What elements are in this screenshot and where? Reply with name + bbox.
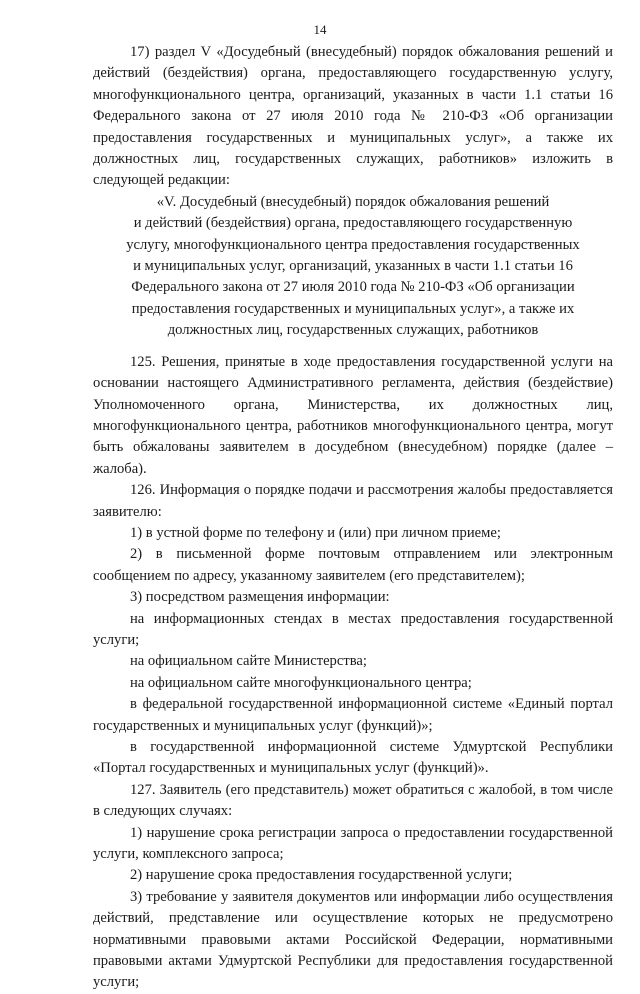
list-item: на информационных стендах в местах предоставления государственной услуги; [93,610,613,648]
section-heading [93,192,613,352]
list-item: в федеральной государственной информационной системе «Единый портал государственных и муниципальных услуг (функций)»; [93,696,613,734]
heading-line: и муниципальных услуг, организаций, указанных в части 1.1 статьи 16 [133,258,573,275]
paragraph-126: 126. Информация о порядке подачи и рассмотрения жалобы предоставляется заявителю: [93,482,613,520]
list-item: на официальном сайте Министерства; [130,653,367,670]
heading-line: предоставления государственных и муниципальных услуг», а также их [131,300,575,317]
list-item: 3) посредством размещения информации: [130,589,390,606]
list-item: 3) требование у заявителя документов или информации либо осуществления действий, представление или осуществление которых не предусмотрено нормативными правовыми актами Российской Федерации, нормативными правовыми актами Удмуртской Республики для предоставления государственной услуги; [93,888,613,991]
intro-paragraph: 17) раздел V «Досудебный (внесудебный) порядок обжалования решений и действий (бездействия) органа, предоставляющего государственную услугу, многофункционального центра, организаций, указанных в части 1.1 статьи 16 Федерального закона от 27 июля 2010 года № 210-ФЗ «Об организации предоставления государственных и муниципальных услуг», а также их должностных лиц, государственных служащих, работников» изложить в следующей редакции: [93,44,613,189]
heading-line: и действий (бездействия) органа, предоставляющего государственную [133,215,573,232]
list-item: в государственной информационной системе Удмуртской Республики «Портал государственных и муниципальных услуг (функций)». [93,739,613,777]
heading-line: должностных лиц, государственных служащих, работников [167,322,539,339]
heading-line: Федерального закона от 27 июля 2010 года № 210-ФЗ «Об организации [131,279,575,296]
list-item: 2) в письменной форме почтовым отправлением или электронным сообщением по адресу, указанному заявителем (его представителем); [93,546,613,584]
document-body [93,42,613,994]
paragraph-125: 125. Решения, принятые в ходе предоставления государственной услуги на основании настоящего Административного регламента, действия (бездействие) Уполномоченного органа, Министерства, их должностных лиц, многофункционального центра, работников многофункционального центра, могут быть обжалованы заявителем в досудебном (внесудебном) порядке (далее – жалоба). [93,353,613,477]
heading-line: «V. Досудебный (внесудебный) порядок обжалования решений [156,193,550,210]
page-number: 14 [313,22,327,37]
paragraph-127: 127. Заявитель (его представитель) может обратиться с жалобой, в том числе в следующих случаях: [93,781,613,820]
list-item: на официальном сайте многофункционального центра; [130,674,472,691]
list-item: 2) нарушение срока предоставления государственной услуги; [130,867,513,884]
list-item: 1) в устной форме по телефону и (или) при личном приеме; [130,524,501,541]
list-item: 1) нарушение срока регистрации запроса о предоставлении государственной услуги, комплексного запроса; [93,824,613,863]
heading-line: услугу, многофункционального центра предоставления государственных [126,236,580,253]
